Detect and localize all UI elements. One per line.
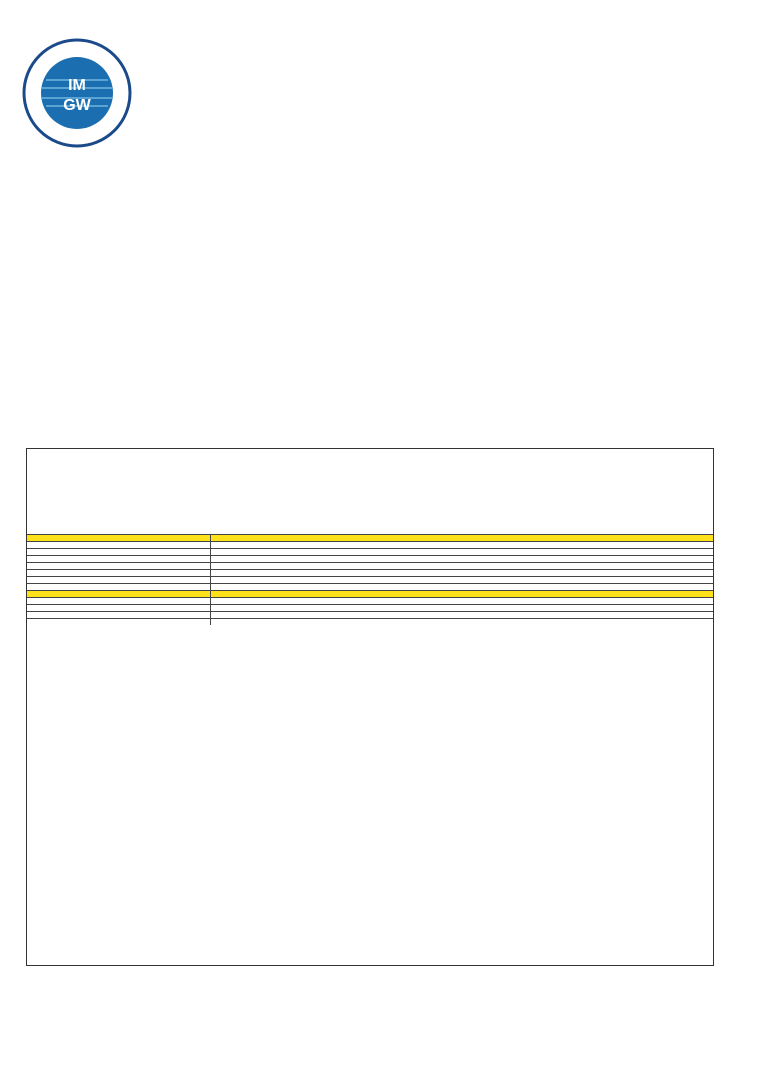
row-value [211, 563, 714, 570]
table-row [27, 612, 713, 619]
warnings-table [27, 534, 713, 625]
row-value [211, 605, 714, 612]
row-label [27, 584, 211, 591]
row-value [211, 535, 714, 542]
row-label [27, 542, 211, 549]
row-value [211, 591, 714, 598]
map-snowfall [70, 218, 230, 443]
table-row [27, 591, 713, 598]
table-row [27, 619, 713, 626]
row-label [27, 570, 211, 577]
table-row [27, 605, 713, 612]
row-label [27, 591, 211, 598]
table-row [27, 556, 713, 563]
map-snowfall-svg [70, 242, 230, 442]
row-value [211, 549, 714, 556]
table-row [27, 570, 713, 577]
panel-title [27, 449, 713, 458]
row-value [211, 570, 714, 577]
row-label [27, 619, 211, 626]
table-row [27, 535, 713, 542]
row-value [211, 584, 714, 591]
map-wind-svg [295, 242, 455, 442]
row-value [211, 542, 714, 549]
table-row [27, 598, 713, 605]
row-value [211, 619, 714, 626]
row-label [27, 549, 211, 556]
map-wind [295, 218, 455, 443]
table-row [27, 577, 713, 584]
map-blizzard-svg [521, 242, 681, 442]
row-label [27, 605, 211, 612]
row-value [211, 577, 714, 584]
row-label [27, 612, 211, 619]
table-row [27, 549, 713, 556]
row-value [211, 612, 714, 619]
row-label [27, 535, 211, 542]
table-row [27, 563, 713, 570]
table-row [27, 584, 713, 591]
svg-text:IM: IM [68, 77, 86, 94]
row-label [27, 556, 211, 563]
row-label [27, 563, 211, 570]
row-value [211, 598, 714, 605]
warnings-panel [26, 448, 714, 966]
svg-text:GW: GW [63, 97, 91, 114]
map-blizzard [521, 218, 681, 443]
row-value [211, 556, 714, 563]
row-label [27, 577, 211, 584]
imgw-logo [22, 38, 132, 148]
table-row [27, 542, 713, 549]
row-label [27, 598, 211, 605]
